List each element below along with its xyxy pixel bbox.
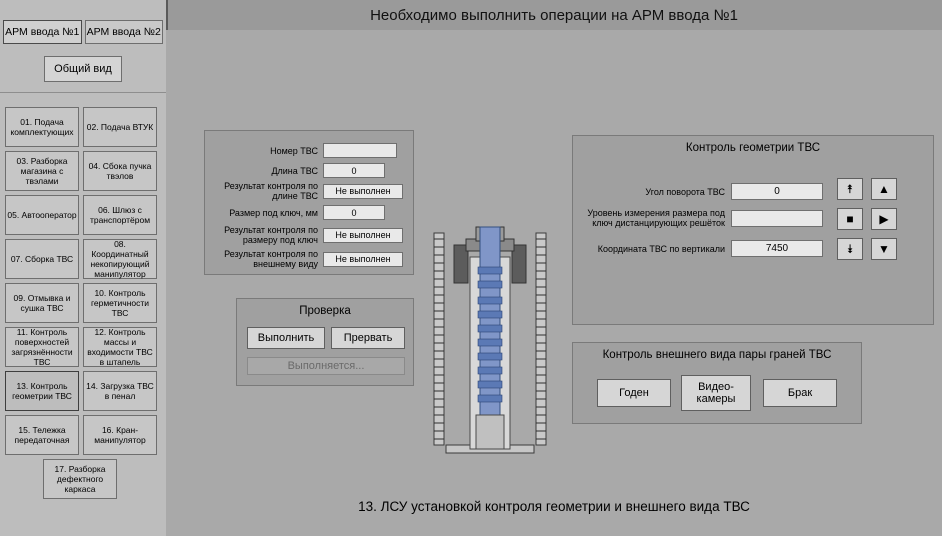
label-appearance-result: Результат контроля по внешнему виду [224, 249, 318, 269]
label-wrench-size: Размер под ключ, мм [229, 207, 318, 218]
reject-button[interactable]: Брак [763, 379, 837, 407]
geometry-panel-title: Контроль геометрии ТВС [685, 142, 821, 154]
tab-arm-input-2[interactable]: АРМ ввода №2 [85, 20, 164, 44]
sidebar-item-16[interactable]: 16. Кран-манипулятор [83, 415, 157, 455]
sidebar-item-15[interactable]: 15. Тележка передаточная [5, 415, 79, 455]
value-wrench-result: Не выполнен [323, 228, 403, 243]
appearance-panel-title: Контроль внешнего вида пары граней ТВС [602, 349, 832, 361]
sidebar-divider [0, 92, 166, 93]
sidebar-item-11[interactable]: 11. Контроль поверхностей загрязнённости ТВС [5, 327, 79, 367]
appearance-control-panel [572, 342, 862, 424]
sidebar-item-09[interactable]: 09. Отмывка и сушка ТВС [5, 283, 79, 323]
overview-button[interactable]: Общий вид [44, 56, 122, 82]
check-status-field: Выполняется... [247, 357, 405, 375]
sidebar [0, 0, 168, 536]
value-rotation-angle: 0 [731, 183, 823, 200]
value-appearance-result: Не выполнен [323, 252, 403, 267]
stop-icon[interactable]: ■ [837, 208, 863, 230]
value-vertical-coordinate: 7450 [731, 240, 823, 257]
device-svg [432, 205, 548, 475]
up-double-icon[interactable]: ⯭ [837, 178, 863, 200]
page-title: Необходимо выполнить операции на АРМ ввода №1 [370, 6, 738, 24]
sidebar-item-01[interactable]: 01. Подача комплектующих [5, 107, 79, 147]
down-arrow-icon[interactable]: ▼ [871, 238, 897, 260]
label-wrench-measure-level: Уровень измерения размера под ключ дистанцирующих решёток [587, 208, 725, 228]
abort-button[interactable]: Прервать [331, 327, 405, 349]
input-fa-length: 0 [323, 163, 385, 178]
label-rotation-angle: Угол поворота ТВС [645, 186, 725, 197]
sidebar-item-13[interactable]: 13. Контроль геометрии ТВС [5, 371, 79, 411]
value-length-result: Не выполнен [323, 184, 403, 199]
label-wrench-result: Результат контроля по размеру под ключ [224, 225, 318, 245]
value-wrench-measure-level [731, 210, 823, 227]
video-cameras-button[interactable]: Видео-камеры [681, 375, 751, 411]
sidebar-item-06[interactable]: 06. Шлюз с транспортёром [83, 195, 157, 235]
sidebar-item-12[interactable]: 12. Контроль массы и входимости ТВС в штапель [83, 327, 157, 367]
geometry-control-panel [572, 135, 934, 325]
sidebar-item-14[interactable]: 14. Загрузка ТВС в пенал [83, 371, 157, 411]
input-fa-number[interactable] [323, 143, 397, 158]
execute-button[interactable]: Выполнить [247, 327, 325, 349]
arm-tab-group [3, 20, 163, 44]
tab-arm-input-1[interactable]: АРМ ввода №1 [3, 20, 82, 44]
header-bar [166, 0, 942, 31]
sidebar-item-05[interactable]: 05. Автооператор [5, 195, 79, 235]
label-vertical-coordinate: Координата ТВС по вертикали [597, 243, 725, 254]
label-fa-length: Длина ТВС [271, 165, 318, 176]
main-content [166, 30, 942, 536]
down-double-icon[interactable]: ⯯ [837, 238, 863, 260]
input-wrench-size: 0 [323, 205, 385, 220]
sidebar-item-04[interactable]: 04. Сбока пучка твэлов [83, 151, 157, 191]
device-diagram [432, 205, 548, 475]
label-length-result: Результат контроля по длине ТВС [224, 181, 318, 201]
check-panel-title: Проверка [299, 305, 351, 317]
sidebar-item-03[interactable]: 03. Разборка магазина с твэлами [5, 151, 79, 191]
pass-button[interactable]: Годен [597, 379, 671, 407]
label-fa-number: Номер ТВС [270, 145, 318, 156]
sidebar-item-17[interactable]: 17. Разборка дефектного каркаса [43, 459, 117, 499]
sidebar-item-08[interactable]: 08. Координатный некопирующий манипулятор [83, 239, 157, 279]
sidebar-item-10[interactable]: 10. Контроль герметичности ТВС [83, 283, 157, 323]
sidebar-item-07[interactable]: 07. Сборка ТВС [5, 239, 79, 279]
screen-subtitle: 13. ЛСУ установкой контроля геометрии и внешнего вида ТВС [358, 499, 750, 514]
up-arrow-icon[interactable]: ▲ [871, 178, 897, 200]
operations-list [5, 107, 163, 499]
play-icon[interactable]: ▶ [871, 208, 897, 230]
fuel-assembly-params-panel [204, 130, 414, 275]
check-panel [236, 298, 414, 386]
sidebar-item-02[interactable]: 02. Подача ВТУК [83, 107, 157, 147]
